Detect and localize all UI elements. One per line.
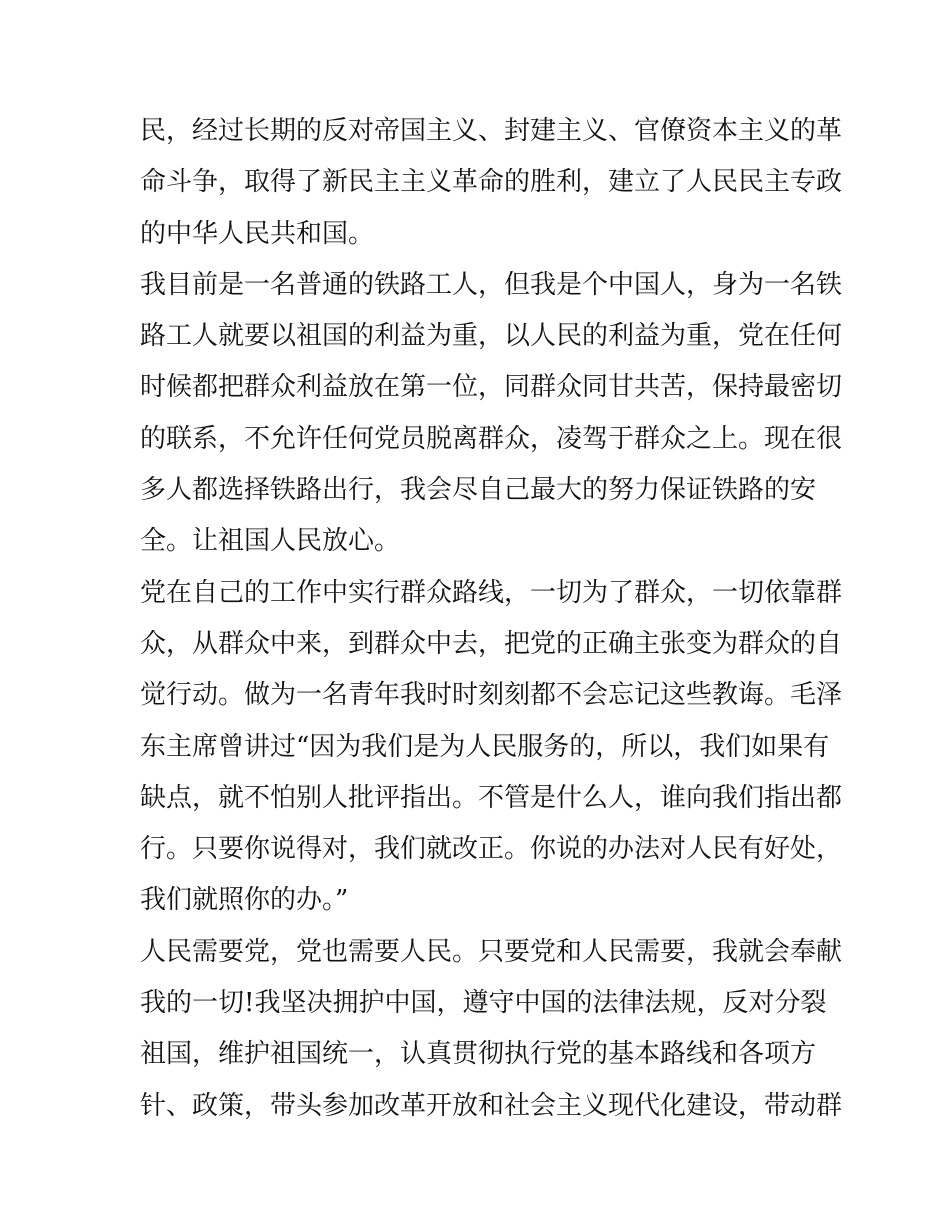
text-line: 行。只要你说得对，我们就改正。你说的办法对人民有好处， <box>140 834 843 865</box>
text-line: 时候都把群众利益放在第一位，同群众同甘共苦，保持最密切 <box>140 372 843 403</box>
text-line: 命斗争，取得了新民主主义革命的胜利，建立了人民民主专政 <box>140 167 843 198</box>
text-line: 人民需要党，党也需要人民。只要党和人民需要，我就会奉献 <box>140 936 843 967</box>
text-line: 我目前是一名普通的铁路工人，但我是个中国人，身为一名铁 <box>140 269 843 300</box>
text-line: 我们就照你的办。” <box>140 885 349 916</box>
text-line: 众，从群众中来，到群众中去，把党的正确主张变为群众的自 <box>140 628 843 659</box>
text-line: 缺点，就不怕别人批评指出。不管是什么人，谁向我们指出都 <box>140 782 843 813</box>
text-line: 祖国，维护祖国统一，认真贯彻执行党的基本路线和各项方 <box>140 1039 817 1070</box>
text-line: 的中华人民共和国。 <box>140 218 375 249</box>
text-line: 全。让祖国人民放心。 <box>140 526 401 557</box>
text-line: 东主席曾讲过“因为我们是为人民服务的，所以，我们如果有 <box>140 731 830 762</box>
text-line: 多人都选择铁路出行，我会尽自己最大的努力保证铁路的安 <box>140 475 817 506</box>
text-line: 觉行动。做为一名青年我时时刻刻都不会忘记这些教诲。毛泽 <box>140 680 843 711</box>
text-line: 的联系，不允许任何党员脱离群众，凌驾于群众之上。现在很 <box>140 423 843 454</box>
text-line: 我的一切!我坚决拥护中国，遵守中国的法律法规，反对分裂 <box>140 988 827 1019</box>
text-line: 民，经过长期的反对帝国主义、封建主义、官僚资本主义的革 <box>140 116 843 146</box>
text-line: 针、政策，带头参加改革开放和社会主义现代化建设，带动群 <box>140 1090 843 1121</box>
text-line: 路工人就要以祖国的利益为重，以人民的利益为重，党在任何 <box>140 321 843 352</box>
text-line: 党在自己的工作中实行群众路线，一切为了群众，一切依靠群 <box>140 577 843 608</box>
body-text <box>140 106 843 1132</box>
